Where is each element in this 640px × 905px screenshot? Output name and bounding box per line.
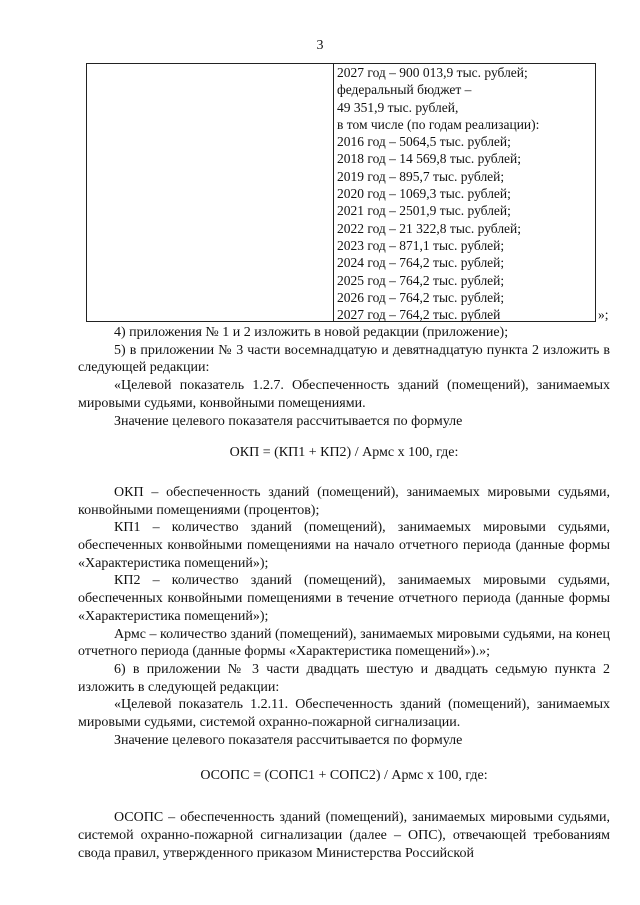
budget-line: 2023 год – 871,1 тыс. рублей;: [337, 237, 505, 253]
paragraph-item-6: 6) в приложении № 3 части двадцать шестую и двадцать седьмую пункта 2 изложить в следующей редакции:: [78, 661, 610, 695]
budget-line: 2024 год – 764,2 тыс. рублей;: [337, 255, 505, 271]
budget-table-cell: [337, 64, 593, 323]
paragraph-okp-definition: ОКП – обеспеченность зданий (помещений), занимаемых мировыми судьями, конвойными помещениями (процентов);: [78, 484, 610, 518]
table-closing-quote: »;: [598, 307, 609, 322]
budget-table: [86, 63, 596, 322]
paragraph-indicator-1-2-11: «Целевой показатель 1.2.11. Обеспеченность зданий (помещений), занимаемых мировыми судьями, системой охранно-пожарной сигнализации.: [78, 697, 610, 731]
budget-line: 2025 год – 764,2 тыс. рублей;: [337, 272, 505, 288]
paragraph-formula-intro-2: Значение целевого показателя рассчитывается по формуле: [114, 732, 463, 748]
paragraph-osops-definition: ОСОПС – обеспеченность зданий (помещений), занимаемых мировыми судьями, системой охранно-пожарной сигнализации (далее – ОПС), отвечающей требованиям свода правил, утвержденного приказом Министерства Российской: [78, 810, 610, 861]
budget-line: федеральный бюджет –: [337, 82, 472, 98]
budget-line: 2027 год – 900 013,9 тыс. рублей;: [337, 65, 528, 80]
document-body: [78, 324, 610, 862]
paragraph-kp2-definition: КП2 – количество зданий (помещений), занимаемых мировыми судьями, обеспеченных конвойными помещениями в течение отчетного периода (данные формы «Характеристика помещений»);: [78, 573, 610, 624]
paragraph-arms-definition: Армс – количество зданий (помещений), занимаемых мировыми судьями, на конец отчетного периода (данные формы «Характеристика помещений»).»;: [78, 626, 610, 660]
budget-line: 2019 год – 895,7 тыс. рублей;: [337, 168, 505, 184]
table-column-divider: [333, 64, 334, 321]
paragraph-formula-intro: Значение целевого показателя рассчитывается по формуле: [114, 413, 463, 429]
budget-line: 2016 год – 5064,5 тыс. рублей;: [337, 134, 511, 150]
budget-line: 2020 год – 1069,3 тыс. рублей;: [337, 186, 511, 202]
budget-line: 2018 год – 14 569,8 тыс. рублей;: [337, 151, 522, 167]
paragraph-item-4: 4) приложения № 1 и 2 изложить в новой редакции (приложение);: [114, 325, 509, 340]
page-number: 3: [316, 38, 324, 53]
budget-line: 2027 год – 764,2 тыс. рублей: [337, 307, 501, 323]
budget-line: 2026 год – 764,2 тыс. рублей;: [337, 289, 505, 305]
formula-osops: ОСОПС = (СОПС1 + СОПС2) / Армс х 100, где:: [200, 768, 488, 784]
paragraph-kp1-definition: КП1 – количество зданий (помещений), занимаемых мировыми судьями, обеспеченных конвойными помещениями на начало отчетного периода (данные формы «Характеристика помещений»);: [78, 520, 610, 571]
formula-okp: ОКП = (КП1 + КП2) / Армс х 100, где:: [229, 445, 459, 461]
paragraph-item-5: 5) в приложении № 3 части восемнадцатую и девятнадцатую пункта 2 изложить в следующей редакции:: [78, 342, 610, 376]
budget-line: 2021 год – 2501,9 тыс. рублей;: [337, 203, 511, 219]
budget-line: в том числе (по годам реализации):: [337, 116, 540, 132]
paragraph-indicator-1-2-7: «Целевой показатель 1.2.7. Обеспеченность зданий (помещений), занимаемых мировыми судьями, конвойными помещениями.: [78, 378, 610, 411]
budget-line: 49 351,9 тыс. рублей,: [337, 99, 459, 115]
budget-line: 2022 год – 21 322,8 тыс. рублей;: [337, 220, 522, 236]
